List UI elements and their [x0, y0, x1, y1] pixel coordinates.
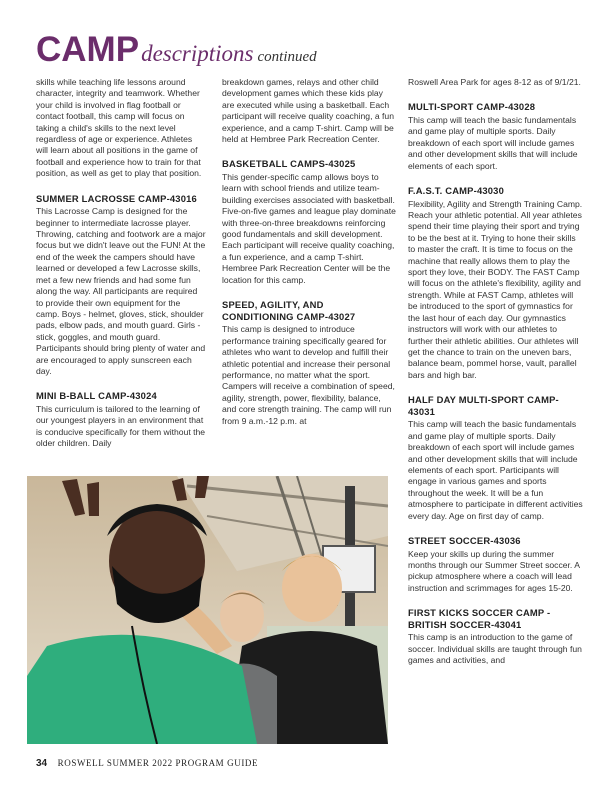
half-day-title: HALF DAY MULTI-SPORT CAMP-43031 [408, 394, 559, 417]
mini-bball-section [36, 390, 206, 449]
first-kicks-title: FIRST KICKS SOCCER CAMP - BRITISH SOCCER-43041 [408, 607, 551, 630]
mini-bball-title: MINI B-BALL CAMP-43024 [36, 390, 157, 402]
speed-agility-title: SPEED, AGILITY, AND CONDITIONING CAMP-43027 [222, 299, 356, 322]
guide-title: ROSWELL SUMMER 2022 PROGRAM GUIDE [57, 758, 259, 768]
multi-sport-section [408, 101, 583, 172]
street-soccer-title: STREET SOCCER-43036 [408, 534, 521, 546]
mini-bball-body: This curriculum is tailored to the learning of our youngest players in an environment that is conducive specifically for them without the older children. Daily [36, 403, 206, 449]
camp-photo [27, 476, 388, 744]
header-camp: CAMP [36, 30, 140, 69]
basketball-title: BASKETBALL CAMPS-43025 [222, 158, 356, 170]
multi-sport-body: This camp will teach the basic fundamentals and game play of multiple sports. Daily breakdown of each sport will include games and other development skills that will include elements of each sport. [408, 115, 578, 171]
lacrosse-section [36, 193, 206, 378]
page-number: 34 [36, 758, 48, 769]
column-1 [36, 77, 206, 450]
camp-photo-illustration [27, 476, 388, 744]
street-soccer-body: Keep your skills up during the summer months through our Summer Street soccer. A pickup atmosphere where a coach will lead instruction and scrimmages for ages 15-20. [408, 548, 580, 593]
page-header [36, 30, 317, 70]
lacrosse-body: This Lacrosse Camp is designed for the beginner to intermediate lacrosse player. Throwing, catching and footwork are a major focus but we didn't leave out the FUN! At the end of the week the campers should have learned or developed a few Lacrosse skills, met a few new friends and had some fun along the way. All participants are required to provide their own equipment for the camp. Boys - helmet, gloves, stick, shoulder pads, elbow pads, and mouth guard. Girls - stick, goggles, and mouth guard. Participants should bring plenty of water and are encouraged to apply sunscreen each day. [36, 206, 206, 376]
speed-agility-body: This camp is designed to introduce performance training specifically geared for athletes who want to develop and fulfill their athletic potential and increase their personal performance, no matter what the sport. Campers will receive a combination of speed, agility, strength, power, flexibility, balance, and core strength training. The camp will run from 9 a.m.-12 p.m. at [222, 324, 395, 426]
header-continued: continued [257, 49, 317, 65]
basketball-section [222, 158, 396, 286]
column-2 [222, 77, 396, 427]
first-kicks-section [408, 607, 583, 666]
speed-agility-section [222, 299, 396, 427]
fast-title: F.A.S.T. CAMP-43030 [408, 185, 505, 197]
basketball-body: This gender-specific camp allows boys to learn with school friends and utilize team-building exercises associated with basketball. Five-on-five games and league play dominate with three-on-three breakdowns reinforcing good fundamentals and skill development. Each participant will receive quality coaching, a fun experience, and a camp T-shirt. Hembree Park Recreation Center will be the location for this camp. [222, 172, 396, 285]
page-footer [36, 758, 258, 769]
lacrosse-title: SUMMER LACROSSE CAMP-43016 [36, 192, 197, 204]
mini-bball-continued: breakdown games, relays and other child development games which these kids play are executed while using a basketball. Each participant will receive quality coaching, a fun experience, and a camp T-shirt. Camp will be held at Hembree Park Recreation Center. [222, 77, 394, 145]
football-intro-text: skills while teaching life lessons around character, integrity and teamwork. Whether your child is involved in flag football or contact football, this camp will focus on taking a child's skills to the next level regardless of age or experience. Athletes will learn about all positions in the game of football and experience how to train for that position, as well as get to play that position. [36, 77, 202, 179]
column-3 [408, 77, 583, 667]
header-descriptions: descriptions [141, 41, 254, 66]
half-day-section [408, 394, 583, 522]
street-soccer-section [408, 535, 583, 594]
half-day-body: This camp will teach the basic fundamentals and game play of multiple sports. Daily breakdown of each sport will include games and other development skills that will include elements of each sport. Participants will engage in various games and sports throughout the week. It will be a fun atmosphere to participate in different activities every day. Age on first day of camp. [408, 419, 583, 521]
speed-agility-continued: Roswell Area Park for ages 8-12 as of 9/1/21. [408, 77, 581, 87]
fast-section [408, 185, 583, 381]
first-kicks-body: This camp is an introduction to the game of soccer. Individual skills are taught through fun games and activities, and [408, 632, 582, 666]
multi-sport-title: MULTI-SPORT CAMP-43028 [408, 101, 536, 113]
fast-body: Flexibility, Agility and Strength Training Camp. Reach your athletic potential. All year athletes spend their time playing their sport and trying to be the best at it. Trying to hone their skills to master the craft. It is time to focus on the machine that really allows them to play the sport they love, their BODY. The FAST Camp will focus on the athlete's flexibility, agility and strength. While at FAST Camp, athletes will be introduced to the sport of gymnastics for the last hour of each day. Our gymnastics instructors will work with our athletes to further their athletic abilities. Our athletes will get the chance to train on the uneven bars, balance beam, pommel horse, vault, parallel bars and high bar. [408, 198, 583, 380]
